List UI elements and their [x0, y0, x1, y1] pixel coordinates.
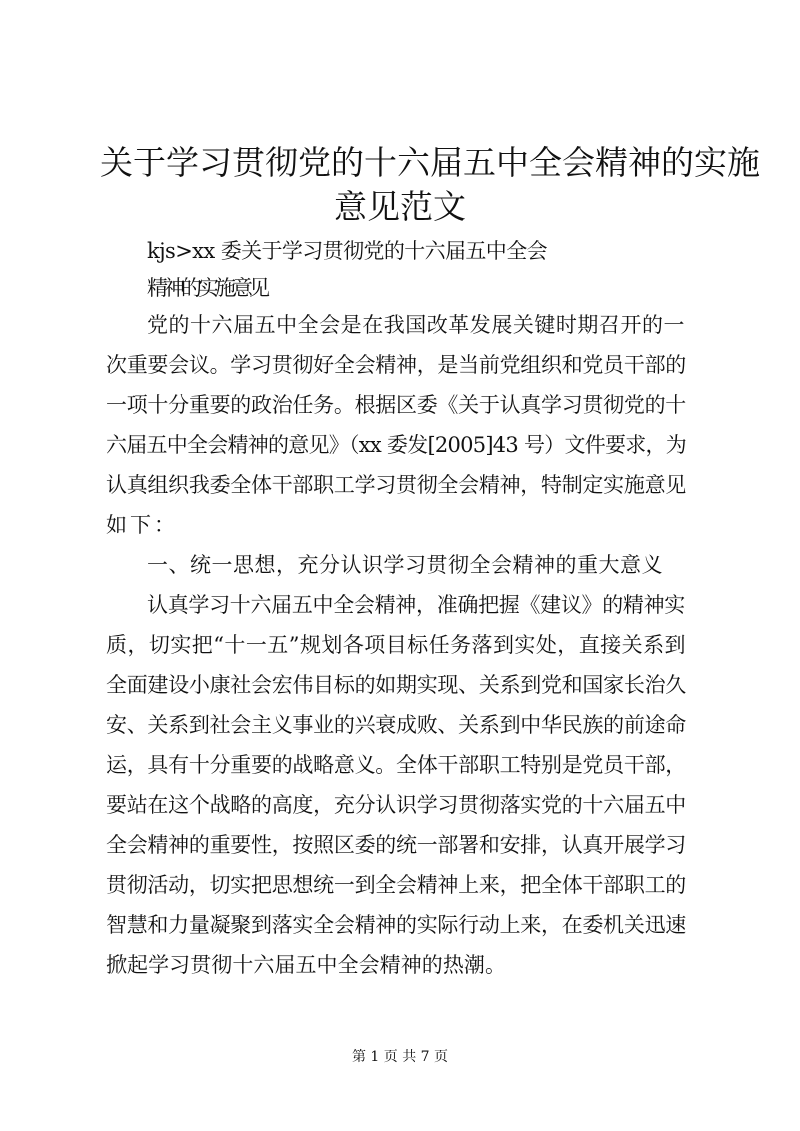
- body-line: 如下：: [106, 513, 178, 537]
- body-line: 安、关系到社会主义事业的兴衰成败、关系到中华民族的前途命: [106, 713, 686, 737]
- body-line: 运，具有十分重要的战略意义。全体干部职工特别是党员干部，: [106, 753, 686, 777]
- body-line: 全会精神的重要性，按照区委的统一部署和安排，认真开展学习: [106, 833, 686, 857]
- body-line: 一项十分重要的政治任务。根据区委《关于认真学习贯彻党的十: [106, 393, 686, 417]
- section-heading: 一、统一思想，充分认识学习贯彻全会精神的重大意义: [147, 553, 663, 577]
- body-line: 要站在这个战略的高度，充分认识学习贯彻落实党的十六届五中: [106, 793, 686, 817]
- body-line: 认真组织我委全体干部职工学习贯彻全会精神，特制定实施意见: [106, 473, 686, 497]
- title-line-2: 意见范文: [334, 187, 466, 226]
- body-line: 全面建设小康社会宏伟目标的如期实现、关系到党和国家长治久: [106, 673, 686, 697]
- body-line: 质，切实把“十一五”规划各项目标任务落到实处，直接关系到: [106, 633, 686, 657]
- title-line-1: 关于学习贯彻党的十六届五中全会精神的实施: [100, 143, 760, 182]
- body-line: 精神的实施意见: [147, 276, 266, 300]
- page-footer: 第 1 页 共 7 页: [351, 1049, 449, 1065]
- body-line: 智慧和力量凝聚到落实全会精神的实际行动上来，在委机关迅速: [106, 913, 686, 937]
- body-line: 贯彻活动，切实把思想统一到全会精神上来，把全体干部职工的: [106, 873, 686, 897]
- body-line: 认真学习十六届五中全会精神，准确把握《建议》的精神实: [147, 593, 685, 617]
- body-line: 次重要会议。学习贯彻好全会精神，是当前党组织和党员干部的: [106, 353, 686, 377]
- body-line: 六届五中全会精神的意见》（xx 委发[2005]43 号）文件要求，为: [106, 433, 686, 457]
- body-line: 党的十六届五中全会是在我国改革发展关键时期召开的一: [147, 313, 685, 337]
- body-line: 掀起学习贯彻十六届五中全会精神的热潮。: [106, 953, 506, 977]
- body-line: kjs>xx 委关于学习贯彻党的十六届五中全会: [147, 239, 547, 263]
